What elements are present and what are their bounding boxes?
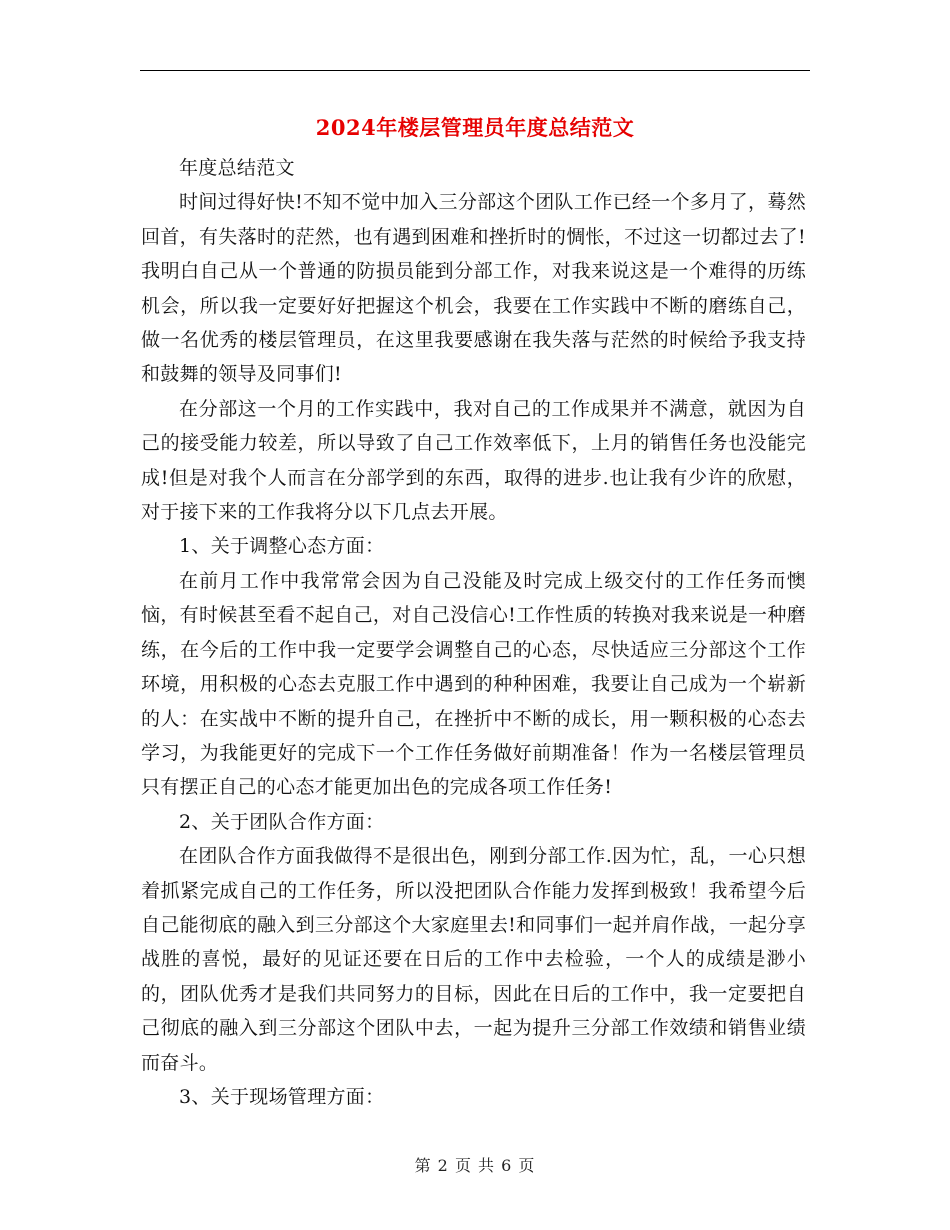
paragraph-work-practice: 在分部这一个月的工作实践中，我对自己的工作成果并不满意，就因为自己的接受能力较差，所以导致了自己工作效率低下，上月的销售任务也没能完成!但是对我个人而言在分部学到的东西，取得的进步.也让我有少许的欣慰，对于接下来的工作我将分以下几点去开展。 <box>141 397 806 524</box>
header-rule <box>140 70 810 71</box>
paragraph-teamwork: 在团队合作方面我做得不是很出色，刚到分部工作.因为忙，乱，一心只想着抓紧完成自己的工作任务，所以没把团队合作能力发挥到极致！我希望今后自己能彻底的融入到三分部这个大家庭里去!和同事们一起并肩作战，一起分享战胜的喜悦，最好的见证还要在日后的工作中去检验，一个人的成绩是渺小的，团队优秀才是我们共同努力的目标，因此在日后的工作中，我一定要把自己彻底的融入到三分部这个团队中去，一起为提升三分部工作效绩和销售业绩而奋斗。 <box>141 845 806 1074</box>
document-title: 2024年楼层管理员年度总结范文 <box>315 115 635 140</box>
paragraph-subtitle: 年度总结范文 <box>179 157 295 179</box>
section-heading-mindset: 1、关于调整心态方面： <box>179 535 385 558</box>
document-body <box>141 151 806 1114</box>
section-heading-teamwork: 2、关于团队合作方面： <box>179 810 385 833</box>
section-heading-site-management: 3、关于现场管理方面： <box>179 1085 385 1108</box>
paragraph-mindset: 在前月工作中我常常会因为自己没能及时完成上级交付的工作任务而懊恼，有时候甚至看不起自己，对自己没信心!工作性质的转换对我来说是一种磨练，在今后的工作中我一定要学会调整自己的心态，尽快适应三分部这个工作环境，用积极的心态去克服工作中遇到的种种困难，我要让自己成为一个崭新的人：在实战中不断的提升自己，在挫折中不断的成长，用一颗积极的心态去学习，为我能更好的完成下一个工作任务做好前期准备！作为一名楼层管理员只有摆正自己的心态才能更加出色的完成各项工作任务! <box>141 569 806 799</box>
page-number: 第 2 页 共 6 页 <box>414 1156 536 1175</box>
paragraph-intro: 时间过得好快!不知不觉中加入三分部这个团队工作已经一个多月了，蓦然回首，有失落时的茫然，也有遇到困难和挫折时的惆怅，不过这一切都过去了!我明白自己从一个普通的防损员能到分部工作，对我来说这是一个难得的历练机会，所以我一定要好好把握这个机会，我要在工作实践中不断的磨练自己，做一名优秀的楼层管理员，在这里我要感谢在我失落与茫然的时候给予我支持和鼓舞的领导及同事们! <box>141 191 806 386</box>
